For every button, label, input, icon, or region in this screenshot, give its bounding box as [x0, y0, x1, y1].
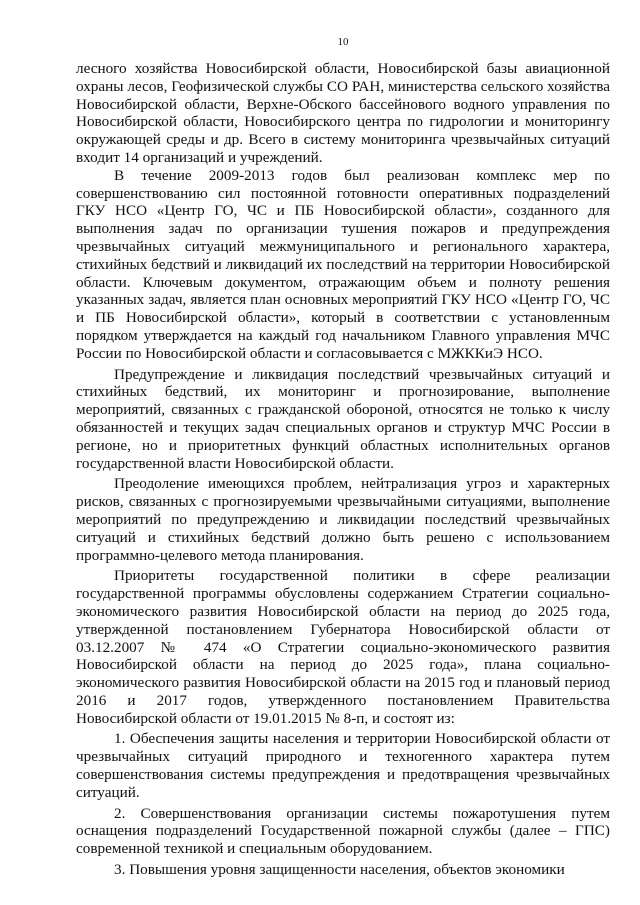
page-number: 10: [337, 36, 349, 48]
paragraph-monitoring-organizations: лесного хозяйства Новосибирской области, Новосибирской базы авиационной охраны лесов, Геофизической службы СО РАН, министерства сельского хозяйства Новосибирской области, Верхне-Обского бассейнового водного управления по Новосибирской области, Новосибирского центра по гидрологии и мониторингу окружающей среды и др. Всего в систему мониторинга чрезвычайных ситуаций входит 14 организаций и учреждений.: [76, 60, 610, 166]
paragraph-state-policy-priorities: Приоритеты государственной политики в сфере реализации государственной программы обусловлены содержанием Стратегии социально-экономического развития Новосибирской области на период до 2025 года, утвержденной постановлением Губернатора Новосибирской области от 03.12.2007 № 474 «О Стратегии социально-экономического развития Новосибирской области на период до 2025 года», плана социально-экономического развития Новосибирской области на 2015 год и плановый период 2016 и 2017 годов, утвержденного постановлением Правительства Новосибирской области от 19.01.2015 № 8-п, и состоят из:: [76, 567, 610, 727]
paragraph-prevention-liquidation: Предупреждение и ликвидация последствий чрезвычайных ситуаций и стихийных бедствий, их мониторинг и прогнозирование, выполнение мероприятий, связанных с гражданской обороной, относятся не только к числу обязанностей и текущих задач специальных органов и структур МЧС России в регионе, но и приоритетных функций областных исполнительных органов государственной власти Новосибирской области.: [76, 365, 610, 472]
list-item-1: 1. Обеспечения защиты населения и территории Новосибирской области от чрезвычайных ситуаций природного и техногенного характера путем совершенствования системы предупреждения и предотвращения чрезвычайных ситуаций.: [76, 730, 610, 801]
paragraph-overcoming-problems: Преодоление имеющихся проблем, нейтрализация угроз и характерных рисков, связанных с прогнозируемыми чрезвычайными ситуациями, выполнение мероприятий по предупреждению и ликвидации последствий чрезвычайных ситуаций и стихийных бедствий должно быть решено с использованием программно-целевого метода планирования.: [76, 475, 610, 564]
list-item-2: 2. Совершенствования организации системы пожаротушения путем оснащения подразделений Государственной пожарной службы (далее – ГПС) современной техникой и специальным оборудованием.: [76, 804, 610, 858]
list-item-3: 3. Повышения уровня защищенности населения, объектов экономики: [114, 861, 565, 879]
paragraph-measures-2009-2013: В течение 2009-2013 годов был реализован комплекс мер по совершенствованию сил постоянной готовности оперативных подразделений ГКУ НСО «Центр ГО, ЧС и ПБ Новосибирской области», созданного для выполнения задач по организации тушения пожаров и предупреждения чрезвычайных ситуаций межмуниципального и регионального характера, стихийных бедствий и ликвидаций их последствий на территории Новосибирской области. Ключевым документом, отражающим объем и полноту решения указанных задач, является план основных мероприятий ГКУ НСО «Центр ГО, ЧС и ПБ Новосибирской области», который в соответствии с установленным порядком утверждается на каждый год начальником Главного управления МЧС России по Новосибирской области и согласовывается с МЖККиЭ НСО.: [76, 166, 610, 362]
